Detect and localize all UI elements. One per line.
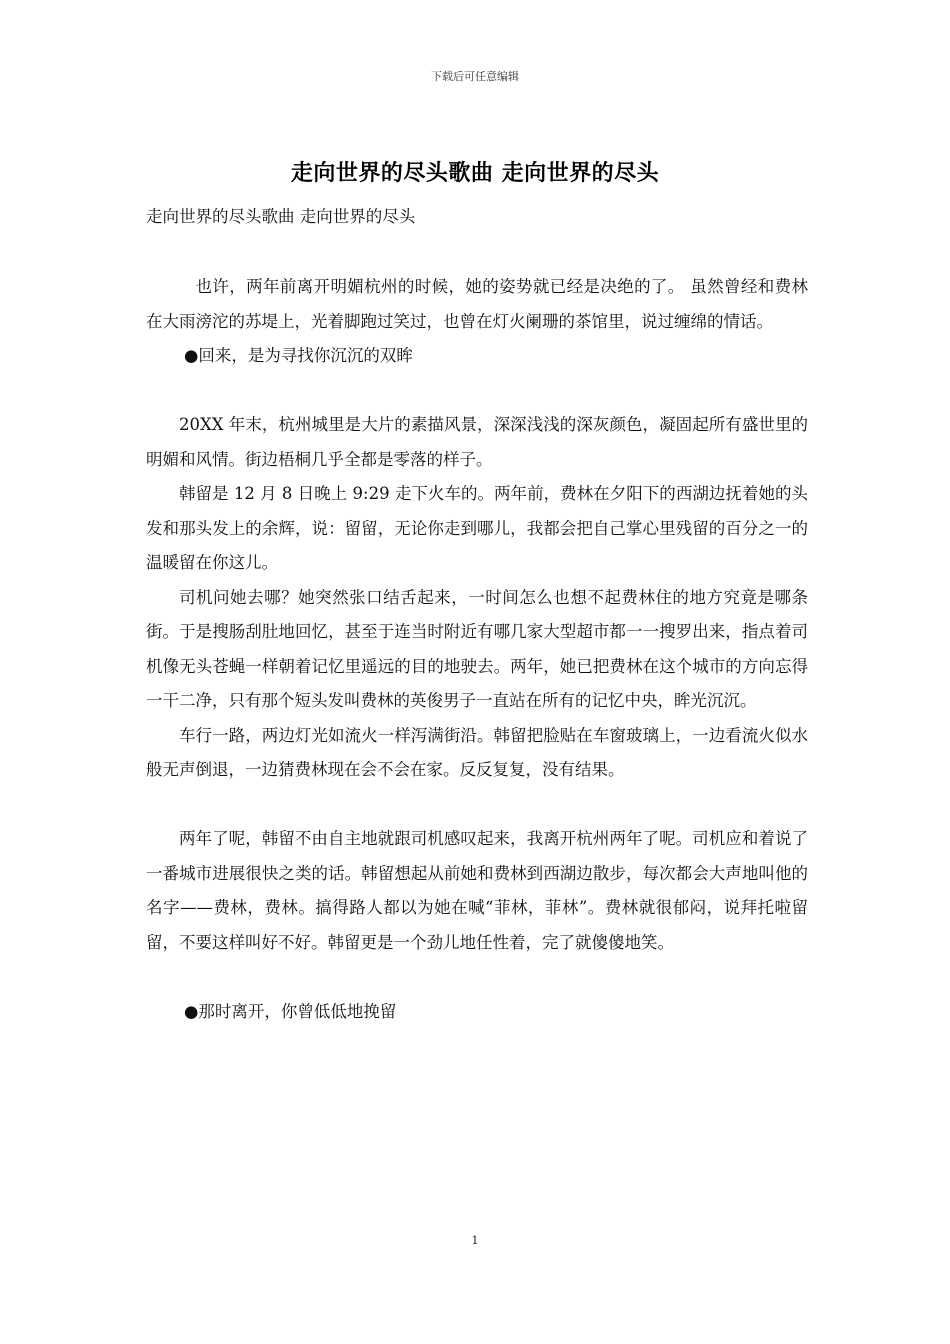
paragraph: 两年了呢，韩留不由自主地就跟司机感叹起来，我离开杭州两年了呢。司机应和着说了一番城市进展很快之类的话。韩留想起从前她和费林到西湖边散步，每次都会大声地叫他的名字——费林，费林。搞得路人都以为她在喊“菲林，菲林”。费林就很郁闷，说拜托啦留留，不要这样叫好不好。韩留更是一个劲儿地任性着，完了就傻傻地笑。	[146, 829, 808, 952]
paragraph-spacer	[146, 374, 808, 409]
document-subtitle: 走向世界的尽头歌曲 走向世界的尽头	[146, 207, 416, 226]
paragraph-spacer	[146, 788, 808, 823]
paragraph-spacer	[146, 960, 808, 995]
paragraph: 也许，两年前离开明媚杭州的时候，她的姿势就已经是决绝的了。 虽然曾经和费林在大雨滂沱的苏堤上，光着脚跑过笑过，也曾在灯火阑珊的茶馆里，说过缠绵的情话。	[146, 277, 808, 331]
section-heading: ●那时离开，你曾低低地挽留	[184, 1001, 397, 1021]
section-heading: ●回来，是为寻找你沉沉的双眸	[184, 346, 413, 365]
page-number: 1	[471, 1234, 479, 1247]
paragraph: 20XX 年末，杭州城里是大片的素描风景，深深浅浅的深灰颜色，凝固起所有盛世里的明媚和风情。街边梧桐几乎全都是零落的样子。	[146, 415, 808, 469]
paragraph: 韩留是 12 月 8 日晚上 9:29 走下火车的。两年前，费林在夕阳下的西湖边抚着她的头发和那头发上的余辉，说：留留，无论你走到哪儿，我都会把自己掌心里残留的百分之一的温暖留在你这儿。	[146, 484, 808, 572]
paragraph: 车行一路，两边灯光如流火一样泻满街沿。韩留把脸贴在车窗玻璃上，一边看流火似水般无声倒退，一边猜费林现在会不会在家。反反复复，没有结果。	[146, 725, 808, 779]
document-title: 走向世界的尽头歌曲 走向世界的尽头	[290, 160, 660, 186]
page-header: 下载后可任意编辑	[431, 70, 519, 83]
paragraph: 司机问她去哪？她突然张口结舌起来，一时间怎么也想不起费林住的地方究竟是哪条街。于是搜肠刮肚地回忆，甚至于连当时附近有哪几家大型超市都一一搜罗出来，指点着司机像无头苍蝇一样朝着记忆里遥远的目的地驶去。两年，她已把费林在这个城市的方向忘得一干二净，只有那个短头发叫费林的英俊男子一直站在所有的记忆中央，眸光沉沉。	[146, 587, 808, 710]
document-body	[146, 270, 808, 1029]
